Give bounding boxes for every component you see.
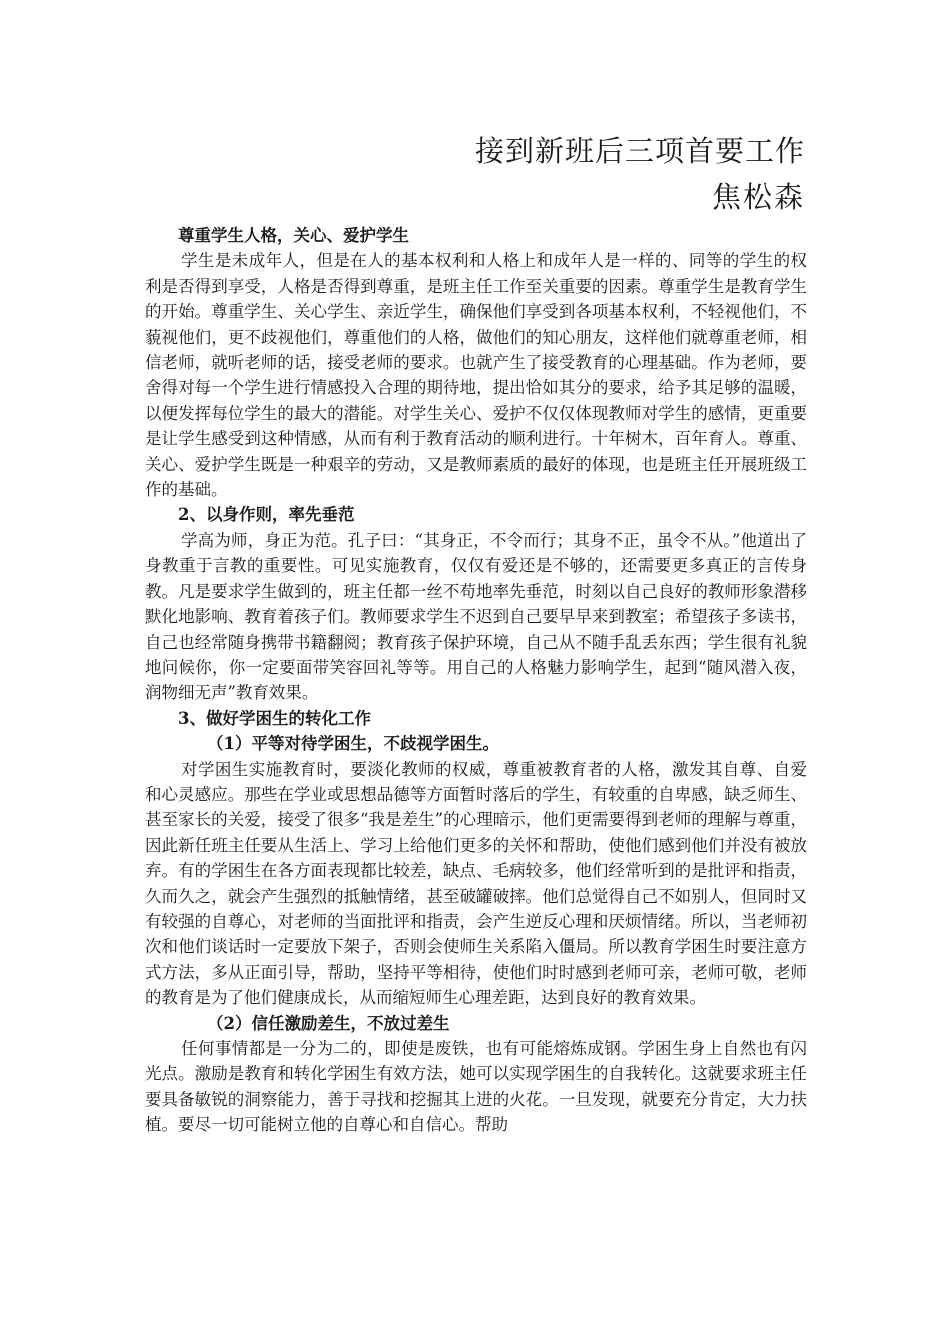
section-3-paragraph-2: 任何事情都是一分为二的，即使是废铁，也有可能熔炼成钢。学困生身上自然也有闪光点。激励是教育和转化学困生有效方法，她可以实现学困生的自我转化。这就要求班主任要具备敏锐的洞察能力，善于寻找和挖掘其上进的火花。一旦发现，就要充分肯定，大力扶植。要尽一切可能树立他的自尊心和自信心。帮助 [145,1039,807,1135]
section-3-subheading-2: （2）信任激励差生，不放过差生 [207,1013,450,1033]
section-3-heading: 3、做好学困生的转化工作 [178,708,371,728]
section-3-subheading-1: （1）平等对待学困生，不歧视学困生。 [207,734,499,754]
document-title: 接到新班后三项首要工作 [474,134,805,168]
document-body [145,223,807,1138]
section-3-paragraph-1: 对学困生实施教育时，要淡化教师的权威，尊重被教育者的人格，激发其自尊、自爱和心灵感应。那些在学业或思想品德等方面暂时落后的学生，有较重的自卑感，缺乏师生、甚至家长的关爱，接受了很多“我是差生”的心理暗示，他们更需要得到老师的理解与尊重，因此新任班主任要从生活上、学习上给他们更多的关怀和帮助，使他们感到他们并没有被放弃。有的学困生在各方面表现都比较差，缺点、毛病较多，他们经常听到的是批评和指责，久而久之，就会产生强烈的抵触情绪，甚至破罐破摔。他们总觉得自己不如别人，但同时又有较强的自尊心，对老师的当面批评和指责，会产生逆反心理和厌烦情绪。所以，当老师初次和他们谈话时一定要放下架子，否则会使师生关系陷入僵局。所以教育学困生时要注意方式方法，多从正面引导，帮助，坚持平等相待，使他们时时感到老师可亲，老师可敬，老师的教育是为了他们健康成长，从而缩短师生心理差距，达到良好的教育效果。 [145,759,807,1008]
section-1-paragraph: 学生是未成年人，但是在人的基本权利和人格上和成年人是一样的、同等的学生的权利是否得到享受，人格是否得到尊重，是班主任工作至关重要的因素。尊重学生是教育学生的开始。尊重学生、关心学生、亲近学生，确保他们享受到各项基本权利，不轻视他们，不藐视他们，更不歧视他们，尊重他们的人格，做他们的知心朋友，这样他们就尊重老师，相信老师，就听老师的话，接受老师的要求。也就产生了接受教育的心理基础。作为老师，要舍得对每一个学生进行情感投入合理的期待地，提出恰如其分的要求，给予其足够的温暖，以便发挥每位学生的最大的潜能。对学生关心、爱护不仅仅体现教师对学生的感情，更重要是让学生感受到这种情感，从而有利于教育活动的顺利进行。十年树木，百年育人。尊重、关心、爱护学生既是一种艰辛的劳动，又是教师素质的最好的体现，也是班主任开展班级工作的基础。 [145,251,807,500]
section-1-heading: 尊重学生人格，关心、爱护学生 [178,226,409,245]
document-author: 焦松森 [711,180,805,214]
title-block [475,128,805,220]
section-2-heading: 2、以身作则，率先垂范 [178,505,355,525]
section-2-paragraph: 学高为师，身正为范。孔子曰：“其身正，不令而行；其身不正，虽令不从。”他道出了身教重于言教的重要性。可见实施教育，仅仅有爱还是不够的，还需要更多真正的言传身教。凡是要求学生做到的，班主任都一丝不苟地率先垂范，时刻以自己良好的教师形象潜移默化地影响、教育着孩子们。教师要求学生不迟到自己要早早来到教室；希望孩子多读书，自己也经常随身携带书籍翻阅；教育孩子保护环境，自己从不随手乱丢东西；学生很有礼貌地问候你，你一定要面带笑容回礼等等。用自己的人格魅力影响学生，起到“随风潜入夜，润物细无声”教育效果。 [145,530,807,703]
